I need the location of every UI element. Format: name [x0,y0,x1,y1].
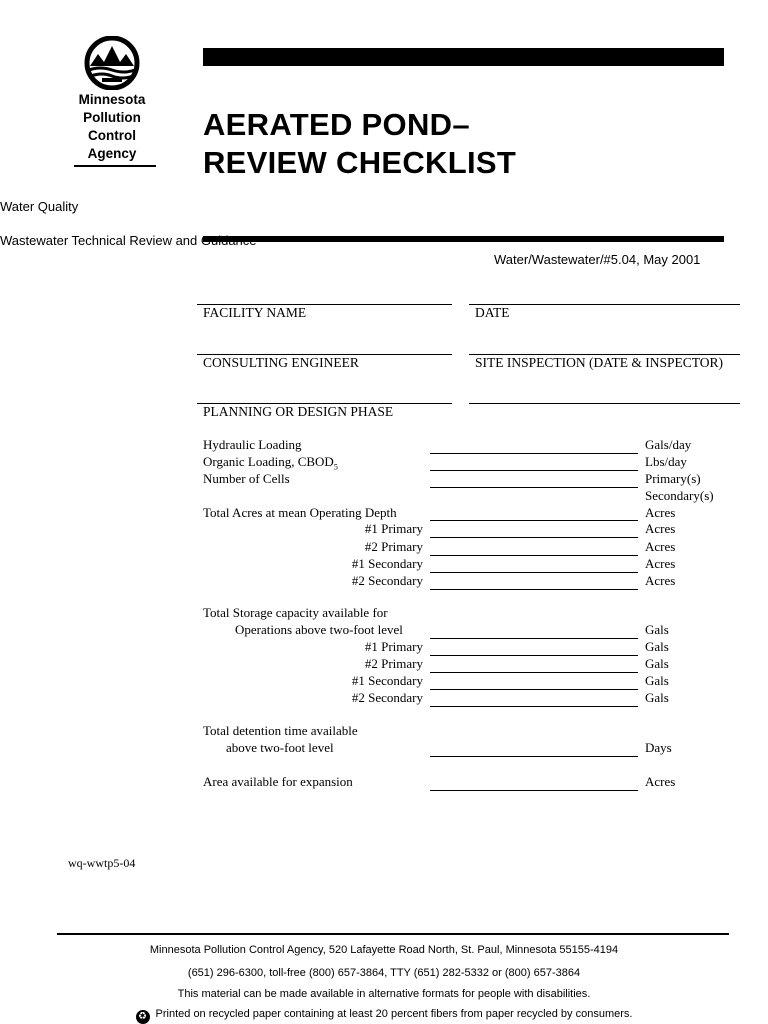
unit-label: Gals/day [645,437,692,452]
unit-label: Primary(s) [645,471,701,486]
unit-label: Gals [645,673,669,688]
title-line: REVIEW CHECKLIST [203,145,517,180]
footer-phones: (651) 296-6300, toll-free (800) 657-3864, TTY (651) 282-5332 or (800) 657-3864 [187,967,581,979]
footer-recycled [0,1008,768,1024]
date-field[interactable] [469,304,740,305]
total-acres-input[interactable] [430,520,638,521]
unit-label: Lbs/day [645,454,687,469]
title-line: AERATED POND– [203,107,470,142]
page-title [203,106,516,182]
unit-label: Gals [645,656,669,671]
total-acres-label: Total Acres at mean Operating Depth [203,505,397,520]
agency-logo [62,36,162,161]
unit-label: Days [645,740,672,755]
logo-text-line: Pollution [83,110,141,125]
hydraulic-loading-input[interactable] [430,453,638,454]
acres-input[interactable] [430,537,638,538]
hydraulic-loading-label: Hydraulic Loading [203,437,302,452]
recycle-icon: ♻ [136,1010,150,1024]
site-inspection-label: SITE INSPECTION (DATE & INSPECTOR) [475,355,724,370]
detention-label-line1: Total detention time available [203,723,358,738]
acres-input[interactable] [430,572,638,573]
planning-phase-value-field[interactable] [469,403,740,404]
acres-row-label: #1 Primary [364,521,423,536]
logo-text-line: Control [88,128,136,143]
consulting-engineer-label: CONSULTING ENGINEER [203,355,359,370]
header-bar [203,48,724,66]
storage-input[interactable] [430,689,638,690]
storage-input[interactable] [430,706,638,707]
unit-label: Gals [645,639,669,654]
logo-text-line: Minnesota [78,92,146,107]
planning-phase-label: PLANNING OR DESIGN PHASE [203,404,394,419]
divider-bar [203,236,724,242]
logo-underline [74,165,156,167]
storage-input[interactable] [430,672,638,673]
organic-loading-input[interactable] [430,470,638,471]
expansion-input[interactable] [430,790,638,791]
unit-label: Acres [645,774,676,789]
storage-row-label: #2 Secondary [351,690,423,705]
footer-recycled-text: Printed on recycled paper containing at least 20 percent fibers from paper recycled by consumers. [155,1008,633,1020]
storage-total-input[interactable] [430,638,638,639]
mpca-emblem-icon [80,36,144,90]
footer-rule [57,933,729,935]
expansion-label: Area available for expansion [203,774,353,789]
number-of-cells-input[interactable] [430,487,638,488]
storage-row-label: #1 Primary [364,639,423,654]
storage-label-line2: Operations above two-foot level [235,622,403,637]
footer-alt-formats: This material can be made available in alternative formats for people with disabilities. [177,988,591,1000]
program-label: Water Quality [0,199,79,214]
unit-label: Acres [645,505,676,520]
unit-label: Acres [645,521,676,536]
detention-label-line2: above two-foot level [226,740,334,755]
detention-input[interactable] [430,756,638,757]
unit-label: Gals [645,622,669,637]
unit-label: Gals [645,690,669,705]
form-code: wq-wwtp5-04 [68,856,136,870]
storage-row-label: #1 Secondary [351,673,423,688]
logo-text-line: Agency [87,146,137,161]
storage-row-label: #2 Primary [364,656,423,671]
document-id: Water/Wastewater/#5.04, May 2001 [494,252,701,267]
program-area-label: Wastewater Technical Review and Guidance [0,233,257,248]
acres-input[interactable] [430,589,638,590]
date-label: DATE [475,305,510,320]
footer-address: Minnesota Pollution Control Agency, 520 Lafayette Road North, St. Paul, Minnesota 55155-4194 [149,944,619,956]
number-of-cells-label: Number of Cells [203,471,290,486]
acres-row-label: #2 Secondary [351,573,423,588]
unit-label: Acres [645,539,676,554]
unit-label: Secondary(s) [645,488,714,503]
facility-name-label: FACILITY NAME [203,305,307,320]
storage-input[interactable] [430,655,638,656]
subscript: 5 [333,462,338,472]
organic-loading-label: Organic Loading, $CBOD_5$ [203,454,338,472]
storage-label-line1: Total Storage capacity available for [203,605,388,620]
acres-row-label: #1 Secondary [351,556,423,571]
unit-label: Acres [645,573,676,588]
acres-input[interactable] [430,555,638,556]
acres-row-label: #2 Primary [364,539,423,554]
unit-label: Acres [645,556,676,571]
